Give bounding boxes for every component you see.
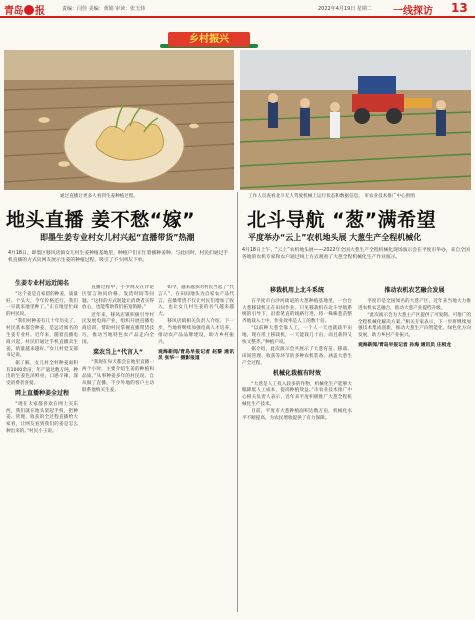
body-paragraph: “这个姜是自家留的种姜，质量好、个头大，今年价格还行，我们一早就来地里种了。”正在地里忙碌的村民说。: [6, 291, 78, 318]
headline-left: 地头直播 姜不愁“嫁”: [6, 209, 196, 231]
body-paragraph: 移风店镇相关负责人介绍，下一步，当地将继续加强电商人才培养，推动农产品品牌建设，助力乡村振兴。: [158, 319, 234, 345]
lead-paragraph-left: 4月18日，即墨区移风店镇女儿村生姜种植基地里，种植户们正忙着播种姜种。与此同时，村民们通过手机直播的方式向网友展示生姜的种植过程，吸引了不少网友下单。: [8, 251, 229, 263]
masthead: [0, 0, 475, 18]
column-divider: [237, 192, 238, 612]
section-banner: [168, 32, 250, 47]
page-number: 13: [451, 1, 468, 15]
section-name: 一线探访: [393, 6, 433, 17]
ginger-field-illustration: [4, 50, 234, 190]
body-paragraph: “以前种大葱全靠人工，一个人一天也就栽半亩地，现在用上移栽机，一天能栽几十亩，而且栽得又快又整齐。”种植户说。: [242, 326, 352, 346]
headline-right: 北斗导航 “葱”满希望: [247, 209, 437, 231]
body-paragraph: 目前，平度市大葱种植面积达数万亩，机械化水平不断提高，为农民增收提供了有力保障。: [242, 409, 352, 422]
article-left-column-2: [82, 285, 154, 616]
article-right-column-1: [242, 285, 352, 616]
article-left-column-1: [6, 278, 78, 616]
body-paragraph: “此次演示会为大葱主产区提供了可复制、可推广的全程机械化解决方案。”相关专家表示，下一步将继续加强技术集成创新，推动大葱生产向智能化、绿色化方向发展，助力乡村产业振兴。: [358, 312, 471, 339]
article-left-column-3: [158, 285, 234, 616]
section-heading: 网上直播种姜全过程: [14, 389, 69, 397]
scallion-field-photo: [240, 50, 471, 190]
body-paragraph: 据介绍，此次演示会共展示了大葱育苗、移栽、田间管理、收获等环节的多种农机装备，涵盖大葱生产全过程。: [242, 347, 352, 366]
banner-title: 乡村振兴: [189, 34, 229, 45]
body-paragraph: 在平度市白沙河街道的大葱种植基地里，一台台大葱移栽机正在田间作业。只见移栽机在北斗导航系统的引导下，沿着笔直的线路行进，将一株株葱苗整齐地栽入土中，作业效率是人工的数十倍。: [242, 298, 352, 325]
body-paragraph: 平度市是全国闻名的大葱产区，近年来当地大力推进农机农艺融合，推动大葱产业提档升级。: [358, 298, 471, 311]
logo-dot-icon: [24, 5, 34, 15]
body-paragraph: “大葱是人工投入较多的作物，机械化生产能够大幅降低人工成本，提高种植效益。”市农业技术推广中心相关负责人表示，近年来平度积极推广大葱全程机械化生产技术。: [242, 381, 352, 407]
body-paragraph: 据了解，女儿村全村种姜面积有1000余亩，年产量达数万吨，种出的生姜色泽鲜亮、口感辛辣，深受消费者喜爱。: [6, 360, 78, 387]
scallion-field-illustration: [240, 50, 471, 190]
editor-credits: 责编：闫佳 美编：黄娟 审读：张玉炜: [62, 6, 146, 12]
section-heading: 菜农当上“代言人”: [93, 348, 143, 356]
photo-caption-right: 工作人员查看北斗无人驾驶机械上运行状态和数据信息。 市农业技术推广中心供图: [248, 194, 415, 199]
ginger-field-photo: [4, 50, 234, 190]
byline-left: 观海新闻/青岛早报记者 赵黎 通讯员 张华一 摄影报道: [158, 349, 234, 362]
logo-text-suffix: 报: [35, 6, 45, 17]
byline-right: 观海新闻/青岛早报记者 孙海 通讯员 庄相龙: [358, 343, 452, 349]
body-paragraph: 如今，越来越多的村民当起了“代言人”，在田间地头为自家农产品代言。直播带货不仅让村民们增加了收入，也让女儿村生姜的名气越来越大。: [158, 285, 234, 318]
article-right-column-2: [358, 285, 471, 616]
section-heading: 移栽机用上北斗系统: [269, 287, 324, 294]
section-heading: 推动农机农艺融合发展: [384, 287, 445, 294]
subhead-left: 即墨生姜专业村女儿村兴起“直播带货”热潮: [40, 233, 195, 242]
subhead-right: 平度举办“云上”农机地头展 大葱生产全程机械化: [248, 233, 422, 242]
logo-text: 青岛: [4, 6, 23, 17]
body-paragraph: “我现在每天都会在地里直播一两个小时，主要介绍生姜的种植和品质。”从事种姜多年的村民说，自从做了直播，不少外地的客户主动联系他购买生姜。: [82, 360, 154, 393]
section-heading: 生姜专业村远近闻名: [14, 280, 69, 287]
body-paragraph: 近年来，移风店镇积极引导村民发展电商产业，组织开展直播电商培训，帮助村民掌握直播带货技巧，推动当地特色农产品走向全国。: [82, 312, 154, 345]
photo-caption-left: 通过直播让更多人看到生姜种植过程。: [60, 194, 139, 199]
body-paragraph: “现在大家都喜欢在网上买东西，我们就在地头架起手机，把种姜、管理、收获的全过程直播给大家看，让网友看到我们的姜是怎么种出来的。”村民小王说。: [6, 401, 78, 434]
issue-date: 2022年4月19日 星期二: [318, 6, 372, 12]
body-paragraph: “我们村种姜有几十年历史了，村民基本都会种姜，是远近闻名的生姜专业村。近年来，随着直播电商兴起，村民们通过手机直播卖生姜，销量越来越好。”女儿村党支部书记说。: [6, 319, 78, 359]
body-paragraph: 直播过程中，不少网友在评论区留言询问价格、发货时间等问题。“这样的方式既能让消费者买得放心，也能帮助我们拓宽销路。”: [82, 285, 154, 311]
lead-paragraph-right: 4月18日上午，“云上”农机地头展——2022年全国大葱生产全程机械化现场演示会在平度市举办，来自全国各地的农机专家和农户通过线上方式观看了大葱全程机械化生产作业演示。: [242, 248, 470, 260]
section-heading: 机械化栽植有时效: [272, 369, 321, 377]
newspaper-logo: [4, 2, 45, 17]
